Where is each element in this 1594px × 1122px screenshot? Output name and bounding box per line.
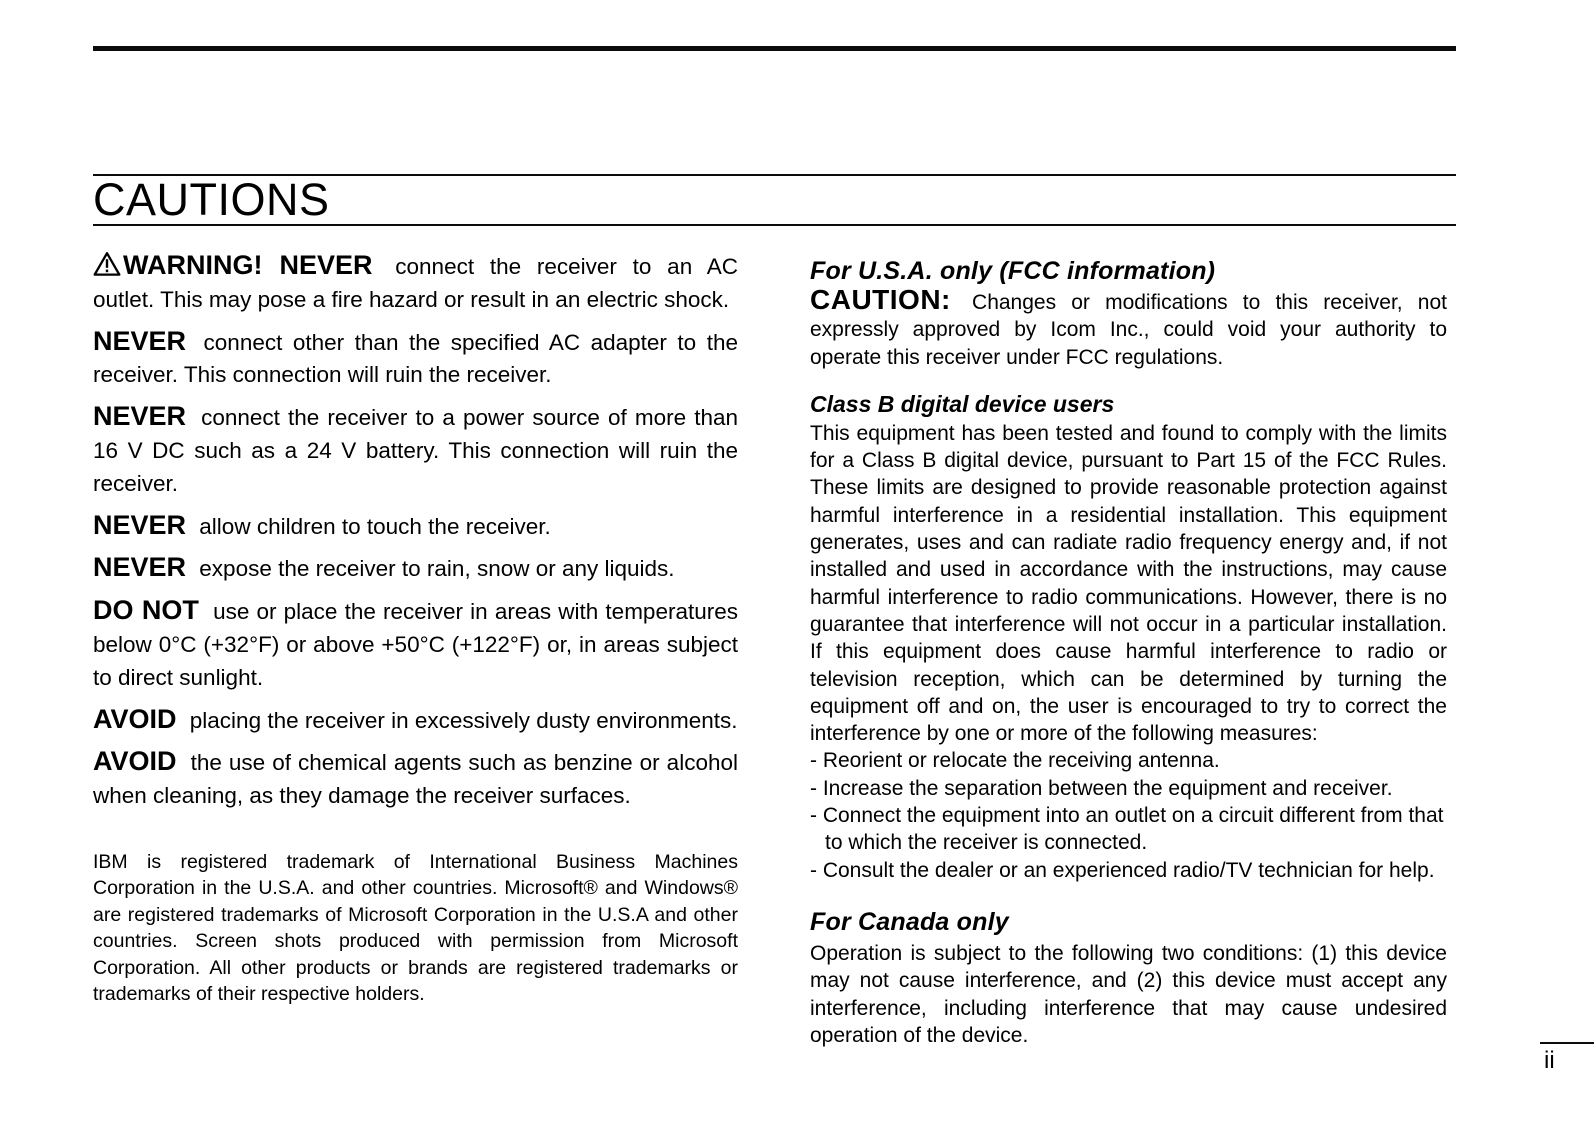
warning-text: expose the receiver to rain, snow or any liquids. bbox=[199, 556, 675, 582]
warning-keyword: NEVER bbox=[93, 552, 187, 583]
class-b-body: This equipment has been tested and found to comply with the limits for a Class B digital device, pursuant to Part 15 of the FCC Rules. These limits are designed to provide reasonable protection against harmful interference in a residential installation. This equipment generates, uses and can radiate radio frequency energy and, if not installed and used in accordance with the instructions, may cause harmful interference to radio communications. However, there is no guarantee that interference will not occur in a particular installation. If this equipment does cause harmful interference to radio or television reception, which can be determined by turning the equipment off and on, the user is encouraged to try to correct the interference by one or more of the following measures: bbox=[810, 421, 1447, 746]
caution-keyword: CAUTION: bbox=[810, 284, 951, 315]
warning-keyword: NEVER bbox=[93, 401, 187, 432]
measure-item: - Increase the separation between the equipment and receiver. bbox=[810, 776, 1393, 800]
warning-item bbox=[93, 251, 738, 317]
warning-text: connect the receiver to a power source of more than 16 V DC such as a 24 V battery. This connection will ruin the receiver. bbox=[93, 405, 738, 496]
warning-item bbox=[93, 705, 738, 738]
warning-keyword: NEVER bbox=[93, 509, 187, 540]
page-number: ii bbox=[1544, 1047, 1555, 1074]
warning-item bbox=[93, 511, 738, 544]
warning-text: placing the receiver in excessively dusty environments. bbox=[189, 707, 738, 733]
warning-text: the use of chemical agents such as benzine or alcohol when cleaning, as they damage the receiver surfaces. bbox=[93, 750, 738, 809]
class-b-heading: Class B digital device users bbox=[810, 390, 1115, 417]
warning-text: use or place the receiver in areas with temperatures below 0°C (+32°F) or above +50°C (+122°F) or, in areas subject to direct sunlight. bbox=[93, 599, 738, 690]
measure-item: - Consult the dealer or an experienced radio/TV technician for help. bbox=[810, 858, 1435, 882]
left-column bbox=[93, 251, 738, 1008]
page-number-block bbox=[1540, 1042, 1594, 1073]
warning-item bbox=[93, 553, 738, 586]
usa-section-heading: For U.S.A. only (FCC information) bbox=[810, 257, 1216, 285]
warning-keyword: WARNING! NEVER bbox=[123, 250, 373, 280]
caution-text: Changes or modifications to this receiver, not expressly approved by Icom Inc., could void your authority to operate this receiver under FCC regulations. bbox=[810, 291, 1447, 369]
fcc-caution-paragraph bbox=[810, 286, 1447, 371]
warning-item bbox=[93, 747, 738, 813]
warning-text: allow children to touch the receiver. bbox=[199, 513, 551, 539]
canada-section-heading: For Canada only bbox=[810, 907, 1009, 936]
warning-triangle-icon bbox=[93, 251, 121, 284]
interference-measures-list bbox=[810, 747, 1447, 883]
warning-item bbox=[93, 327, 738, 393]
warning-item bbox=[93, 402, 738, 500]
top-rule bbox=[93, 46, 1456, 51]
warning-item bbox=[93, 596, 738, 694]
warning-keyword: AVOID bbox=[93, 746, 177, 777]
measure-item: - Connect the equipment into an outlet on a circuit different from that to which the receiver is connected. bbox=[810, 804, 1444, 855]
right-column bbox=[810, 256, 1447, 1049]
warning-keyword: NEVER bbox=[93, 325, 187, 356]
trademark-note: IBM is registered trademark of International Business Machines Corporation in the U.S.A. and other countries. Microsoft® and Windows® are registered trademarks of Microsoft Corporation in the U.S.A and other countries. Screen shots produced with permission from Microsoft Corporation. All other products or brands are registered trademarks or trademarks of their respective holders. bbox=[93, 850, 738, 1006]
page-title: CAUTIONS bbox=[93, 174, 330, 225]
measure-item: - Reorient or relocate the receiving antenna. bbox=[810, 749, 1220, 773]
page-header bbox=[93, 174, 1456, 226]
warning-text: connect other than the specified AC adapter to the receiver. This connection will ruin the receiver. bbox=[93, 329, 738, 388]
canada-body: Operation is subject to the following two conditions: (1) this device may not cause interference, and (2) this device must accept any interference, including interference that may cause undesired operation of the device. bbox=[810, 941, 1447, 1047]
warning-keyword: AVOID bbox=[93, 703, 177, 734]
warning-keyword: DO NOT bbox=[93, 595, 199, 626]
warning-text: connect the receiver to an AC outlet. This may pose a fire hazard or result in an electric shock. bbox=[93, 254, 738, 312]
